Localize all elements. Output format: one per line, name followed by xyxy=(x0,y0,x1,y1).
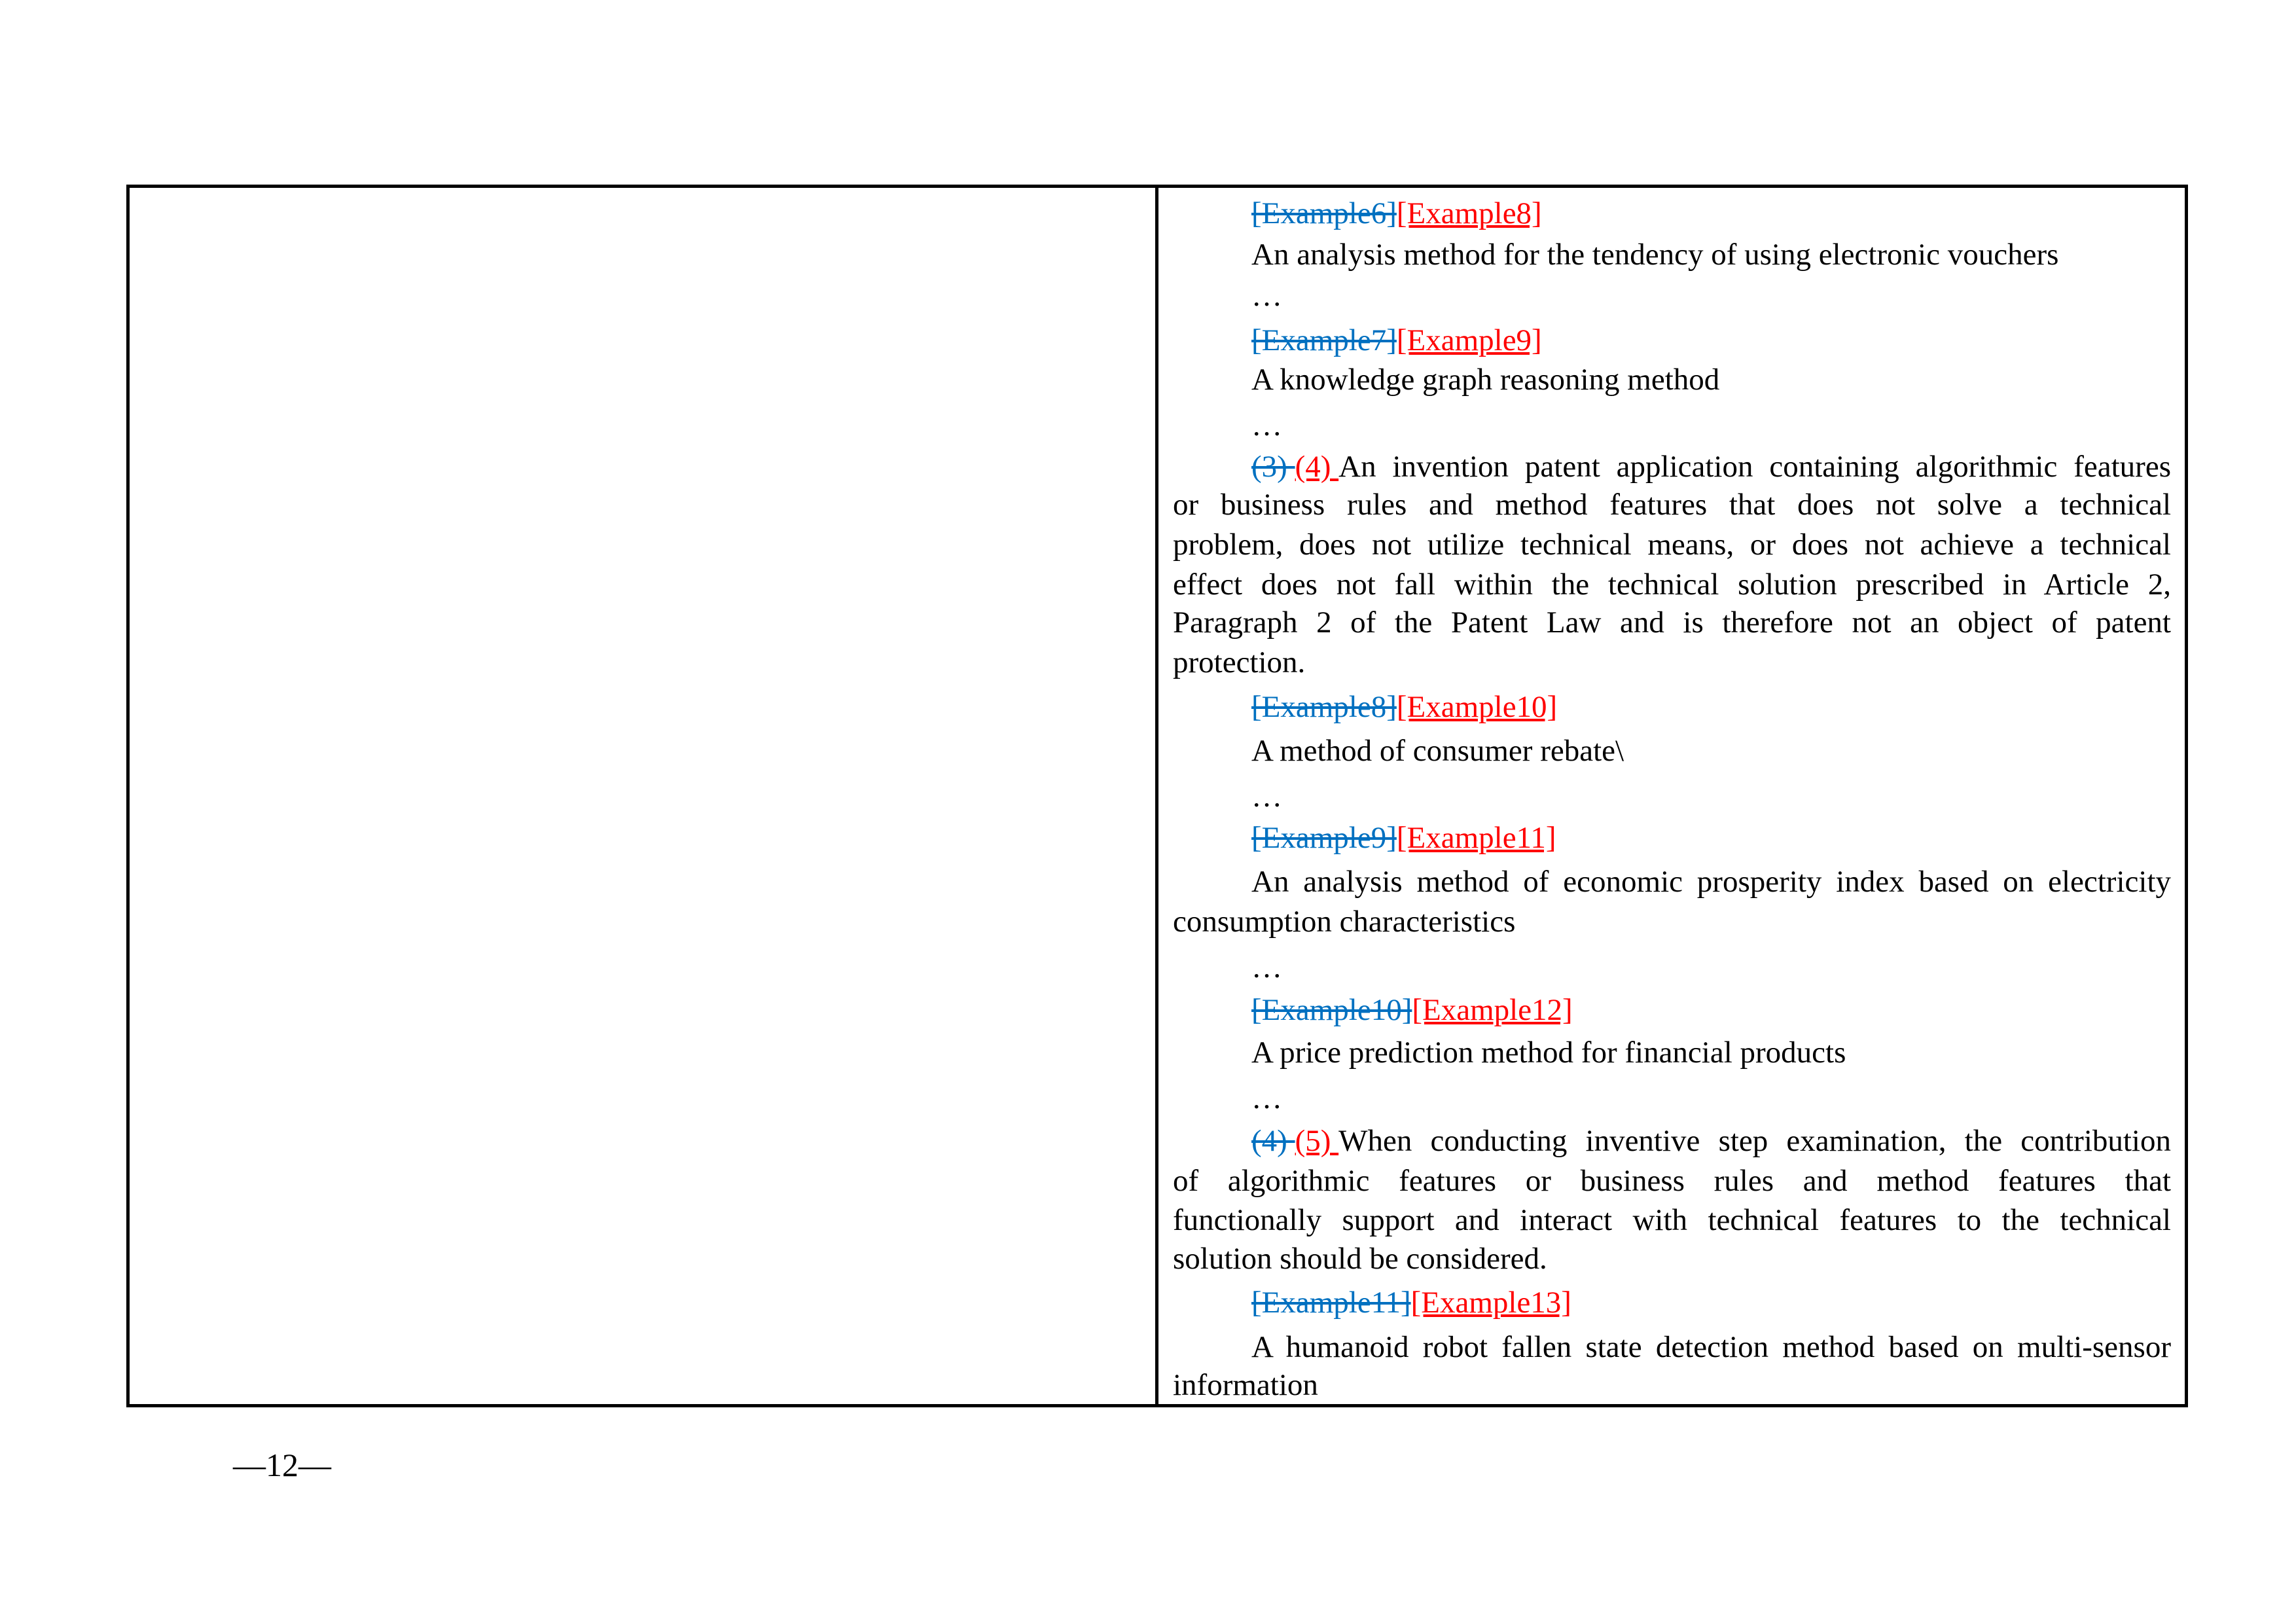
inserted-text: [Example13] xyxy=(1410,1286,1571,1320)
inserted-text: [Example8] xyxy=(1396,196,1542,230)
paragraph-line: solution should be considered. xyxy=(1173,1242,1547,1276)
paragraph-text: An invention patent application containing algorithmic features xyxy=(1338,450,2171,484)
paragraph-line xyxy=(1251,1121,2171,1161)
example-title: An analysis method of economic prosperity index based on electricity xyxy=(1251,865,2171,899)
ellipsis: … xyxy=(1251,950,1282,984)
deleted-text: (3) xyxy=(1251,450,1295,484)
deleted-text: [Example8] xyxy=(1251,690,1397,724)
example-title: A knowledge graph reasoning method xyxy=(1251,363,1720,397)
paragraph-line: effect does not fall within the technical solution prescribed in Article 2, xyxy=(1173,568,2171,602)
example-heading xyxy=(1251,687,1557,727)
deleted-text: [Example6] xyxy=(1251,196,1397,230)
deleted-text: [Example7] xyxy=(1251,323,1397,357)
page-number: —12— xyxy=(233,1447,331,1483)
ellipsis: … xyxy=(1251,279,1282,313)
example-title: A method of consumer rebate\ xyxy=(1251,734,1624,768)
example-title: information xyxy=(1173,1368,1318,1402)
deleted-text: [Example10] xyxy=(1251,993,1412,1027)
example-title: consumption characteristics xyxy=(1173,905,1516,939)
inserted-text: [Example9] xyxy=(1396,323,1542,357)
example-title: A humanoid robot fallen state detection method based on multi-sensor xyxy=(1251,1330,2171,1364)
paragraph-line: of algorithmic features or business rules and method features that xyxy=(1173,1164,2171,1198)
inserted-text: [Example11] xyxy=(1396,821,1556,855)
inserted-text: [Example10] xyxy=(1396,690,1558,724)
inserted-text: (5) xyxy=(1295,1124,1339,1158)
example-heading xyxy=(1251,194,1542,233)
deleted-text: (4) xyxy=(1251,1124,1295,1158)
example-title: An analysis method for the tendency of using electronic vouchers xyxy=(1251,238,2059,272)
example-heading xyxy=(1251,990,1573,1030)
deleted-text: [Example9] xyxy=(1251,821,1397,855)
paragraph-line: Paragraph 2 of the Patent Law and is therefore not an object of patent xyxy=(1173,605,2171,640)
deleted-text: [Example11] xyxy=(1251,1286,1411,1320)
ellipsis: … xyxy=(1251,408,1282,442)
example-heading xyxy=(1251,818,1556,857)
example-heading xyxy=(1251,321,1542,360)
ellipsis: … xyxy=(1251,780,1282,814)
example-heading xyxy=(1251,1283,1571,1322)
inserted-text: (4) xyxy=(1295,450,1339,484)
paragraph-line: problem, does not utilize technical means, or does not achieve a technical xyxy=(1173,528,2171,562)
ellipsis: … xyxy=(1251,1081,1282,1115)
column-divider xyxy=(1155,185,1158,1407)
paragraph-line: functionally support and interact with technical features to the technical xyxy=(1173,1203,2171,1237)
paragraph-line: or business rules and method features that does not solve a technical xyxy=(1173,488,2171,522)
paragraph-line xyxy=(1251,447,2171,486)
paragraph-text: When conducting inventive step examination, the contribution xyxy=(1338,1124,2171,1158)
inserted-text: [Example12] xyxy=(1412,993,1573,1027)
paragraph-line: protection. xyxy=(1173,645,1306,679)
example-title: A price prediction method for financial products xyxy=(1251,1036,1846,1070)
